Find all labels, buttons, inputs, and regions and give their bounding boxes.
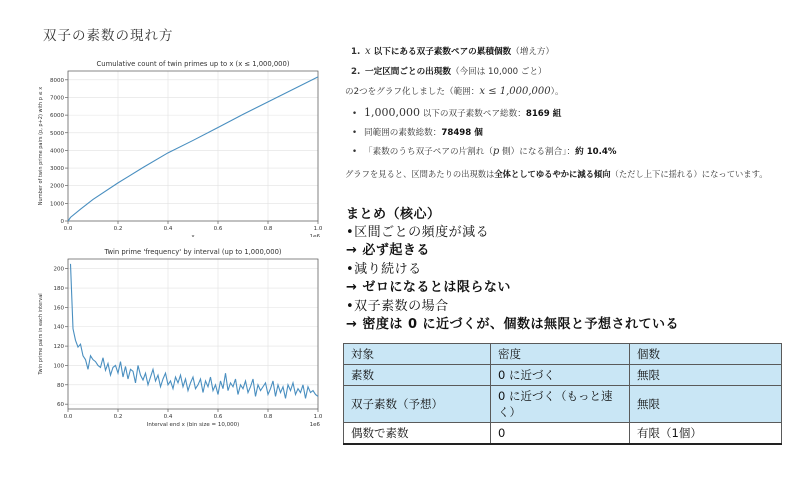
x-tick-label: 0.8 [263, 226, 273, 232]
y-tick-label: 120 [53, 344, 64, 351]
item1-rest: （増え方） [511, 47, 555, 57]
x-axis-label: x [191, 234, 195, 237]
y-tick-label: 8000 [50, 77, 64, 84]
x-offset-label: 1e6 [309, 422, 320, 428]
x-tick-label: 0.0 [63, 226, 73, 232]
x-tick-label: 0.0 [63, 414, 73, 420]
y-tick-label: 200 [53, 266, 64, 273]
summary-table [343, 343, 782, 445]
page-title: 双子の素数の現れ方 [43, 28, 174, 44]
item2-bold: 一定区間ごとの出現数 [365, 67, 451, 77]
table-cell: 素数 [344, 365, 491, 386]
table-row [344, 423, 782, 445]
table-header-row [344, 344, 782, 365]
series-line [68, 77, 318, 221]
table-cell: 偶数で素数 [344, 423, 491, 445]
bullet2-bold: 78498 個 [441, 128, 483, 138]
y-tick-label: 140 [53, 324, 64, 331]
list-item-2 [351, 65, 547, 77]
x-tick-label: 1.0 [313, 226, 323, 232]
summary-line-5: •双子素数の場合 [346, 299, 449, 314]
table-cell: 無限 [630, 365, 782, 386]
y-tick-label: 60 [57, 402, 64, 409]
plot-frame [68, 71, 318, 221]
table-cell: 有限（1個） [630, 423, 782, 445]
table-cell: 無限 [630, 386, 782, 423]
graph-description [345, 85, 564, 97]
summary-line-6: → 密度は 0 に近づくが、個数は無限と予想されている [346, 317, 680, 332]
conclusion-pre: グラフを見ると、区間あたりの出現数は [345, 169, 495, 179]
bullet3-text-b: 側）になる割合」： [499, 147, 576, 157]
bullet3-bold: 約 10.4% [575, 147, 617, 157]
y-axis-label: Twin prime pairs in each interval [38, 293, 44, 375]
bullet-glyph: • [352, 128, 358, 138]
bullet1-math: 1,000,000 [364, 106, 420, 119]
interval-chart-svg [30, 245, 330, 430]
graph-line-post: ）。 [550, 87, 564, 97]
cumulative-chart [30, 57, 330, 237]
bullet2-text: 同範囲の素数総数： [364, 128, 442, 138]
table-cell: 0 [491, 423, 630, 445]
conclusion-bold: 全体としてゆるやかに減る傾向 [494, 169, 611, 179]
y-tick-label: 1000 [50, 201, 64, 208]
table-header-cell: 対象 [344, 344, 491, 365]
cumulative-chart-svg [30, 57, 330, 237]
chart-title: Twin prime 'frequency' by interval (up to 1,000,000) [104, 248, 282, 256]
summary-heading: まとめ（核心） [346, 207, 441, 222]
summary-line-4: → ゼロになるとは限らない [346, 280, 511, 295]
y-tick-label: 2000 [50, 183, 64, 190]
list-item-1 [351, 45, 554, 57]
graph-line-pre: の2つをグラフ化しました（範囲： [345, 87, 480, 97]
y-tick-label: 100 [53, 363, 64, 370]
x-tick-label: 0.6 [213, 226, 223, 232]
x-tick-label: 0.8 [263, 414, 273, 420]
series-line [71, 264, 319, 399]
bullet-ratio [352, 145, 617, 157]
x-tick-label: 0.2 [113, 414, 123, 420]
table-header-cell: 個数 [630, 344, 782, 365]
bullet1-text: 以下の双子素数ペア総数： [419, 109, 526, 119]
x-tick-label: 1.0 [313, 414, 323, 420]
bullet-glyph: • [352, 147, 358, 157]
y-tick-label: 0 [60, 219, 64, 225]
y-tick-label: 3000 [50, 166, 64, 173]
bullet3-text-a: 「素数のうち双子ペアの片割れ（ [364, 147, 493, 157]
table-cell: 0 に近づく [491, 365, 630, 386]
y-tick-label: 80 [57, 382, 64, 389]
table-header-cell: 密度 [491, 344, 630, 365]
list-number: 1. [351, 47, 361, 57]
y-tick-label: 180 [53, 286, 64, 293]
plot-frame [68, 259, 318, 409]
y-tick-label: 5000 [50, 130, 64, 137]
conclusion-post: （ただし上下に揺れる）になっています。 [610, 169, 768, 179]
conclusion-line [345, 168, 768, 180]
x-tick-label: 0.4 [163, 226, 173, 232]
table-row [344, 386, 782, 423]
table-cell: 0 に近づく（もっと速く） [491, 386, 630, 423]
y-axis-label: Number of twin prime pairs (p, p+2) with p ≤ x [38, 86, 44, 206]
bullet-total-primes [352, 126, 483, 138]
y-tick-label: 6000 [50, 113, 64, 120]
interval-chart [30, 245, 330, 430]
chart-title: Cumulative count of twin primes up to x (x ≤ 1,000,000) [96, 60, 290, 68]
graph-line-math: x ≤ 1,000,000 [479, 86, 551, 97]
summary-line-3: •減り続ける [346, 262, 422, 277]
list-number: 2. [351, 67, 361, 77]
item1-bold: 以下にある双子素数ペアの累積個数 [370, 47, 512, 57]
x-tick-label: 0.2 [113, 226, 123, 232]
bullet-total-pairs [352, 106, 561, 119]
x-tick-label: 0.4 [163, 414, 173, 420]
math-variable: x [365, 46, 371, 57]
x-offset-label: 1e6 [309, 234, 320, 237]
y-tick-label: 4000 [50, 148, 64, 155]
x-axis-label: Interval end x (bin size = 10,000) [146, 422, 240, 428]
table-cell: 双子素数（予想） [344, 386, 491, 423]
y-tick-label: 160 [53, 305, 64, 312]
bullet3-math: p [492, 146, 500, 157]
x-tick-label: 0.6 [213, 414, 223, 420]
item2-rest: （今回は 10,000 ごと） [450, 67, 547, 77]
bullet1-bold: 8169 組 [525, 109, 562, 119]
summary-line-1: •区間ごとの頻度が減る [346, 225, 490, 240]
bullet-glyph: • [352, 109, 358, 119]
summary-line-2: → 必ず起きる [346, 243, 430, 258]
table-row [344, 365, 782, 386]
y-tick-label: 7000 [50, 95, 64, 102]
